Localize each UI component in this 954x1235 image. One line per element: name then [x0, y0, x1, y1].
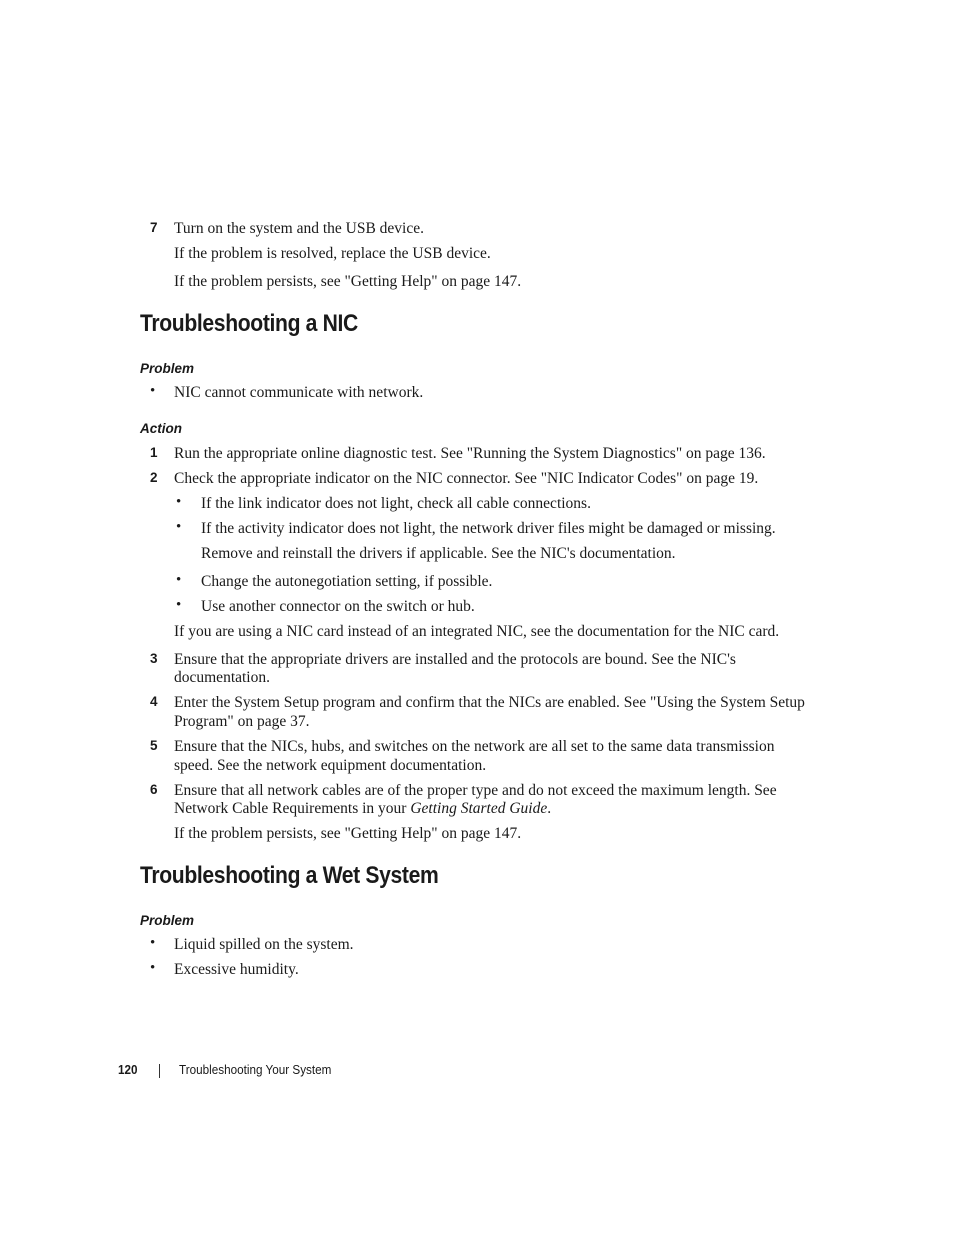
step-number-3: 3	[150, 651, 158, 666]
bullet-icon: •	[176, 572, 182, 588]
step-number-6: 6	[150, 782, 158, 797]
step-3-line-2: documentation.	[174, 669, 270, 686]
step-1-text: Run the appropriate online diagnostic test. See "Running the System Diagnostics" on page 136.	[174, 445, 766, 462]
bullet-icon: •	[150, 935, 156, 951]
nic-problem-1: NIC cannot communicate with network.	[174, 384, 424, 401]
action-heading-nic: Action	[140, 421, 182, 436]
nic-persists: If the problem persists, see "Getting Help" on page 147.	[174, 825, 522, 842]
step-2-bullet-2: If the activity indicator does not light, the network driver files might be damaged or missing.	[201, 520, 776, 537]
step-2-text: Check the appropriate indicator on the NIC connector. See "NIC Indicator Codes" on page 19.	[174, 470, 759, 487]
bullet-icon: •	[176, 597, 182, 613]
step-2-note: If you are using a NIC card instead of an integrated NIC, see the documentation for the NIC card.	[174, 623, 780, 640]
step-number-1: 1	[150, 445, 158, 460]
bullet-icon: •	[176, 519, 182, 535]
step-6-period: .	[547, 800, 552, 817]
step-2-bullet-2-cont: Remove and reinstall the drivers if applicable. See the NIC's documentation.	[201, 545, 676, 562]
step-2-bullet-4: Use another connector on the switch or hub.	[201, 598, 475, 615]
step-7-persists: If the problem persists, see "Getting Help" on page 147.	[174, 273, 522, 290]
step-5-line-2: speed. See the network equipment documentation.	[174, 757, 487, 774]
section-title-wet-system: Troubleshooting a Wet System	[140, 862, 439, 889]
wet-problem-1: Liquid spilled on the system.	[174, 936, 354, 953]
step-number-2: 2	[150, 470, 158, 485]
step-6-line-2-text: Network Cable Requirements in your	[174, 800, 411, 817]
wet-problem-2: Excessive humidity.	[174, 961, 299, 978]
step-7-text: Turn on the system and the USB device.	[174, 220, 424, 237]
step-number-4: 4	[150, 694, 158, 709]
problem-heading-nic: Problem	[140, 361, 195, 376]
step-number-5: 5	[150, 738, 158, 753]
step-4-line-1: Enter the System Setup program and confirm that the NICs are enabled. See "Using the System Setup	[174, 694, 805, 711]
step-5-line-1: Ensure that the NICs, hubs, and switches on the network are all set to the same data transmission	[174, 738, 775, 755]
footer-chapter-title: Troubleshooting Your System	[179, 1062, 332, 1077]
footer-separator	[159, 1064, 160, 1078]
step-6-line-2	[174, 799, 551, 818]
page-number: 120	[118, 1062, 138, 1077]
step-2-bullet-1: If the link indicator does not light, check all cable connections.	[201, 495, 591, 512]
step-2-bullet-3: Change the autonegotiation setting, if possible.	[201, 573, 493, 590]
step-7-resolved: If the problem is resolved, replace the USB device.	[174, 245, 491, 262]
step-4-line-2: Program" on page 37.	[174, 713, 310, 730]
section-title-nic: Troubleshooting a NIC	[140, 310, 358, 337]
getting-started-guide-title: Getting Started Guide	[410, 800, 548, 817]
bullet-icon: •	[150, 383, 156, 399]
problem-heading-wet: Problem	[140, 913, 195, 928]
bullet-icon: •	[176, 494, 182, 510]
step-3-line-1: Ensure that the appropriate drivers are installed and the protocols are bound. See the NIC's	[174, 651, 736, 668]
bullet-icon: •	[150, 960, 156, 976]
step-6-line-1: Ensure that all network cables are of the proper type and do not exceed the maximum length. See	[174, 782, 777, 799]
step-number-7: 7	[150, 220, 158, 235]
